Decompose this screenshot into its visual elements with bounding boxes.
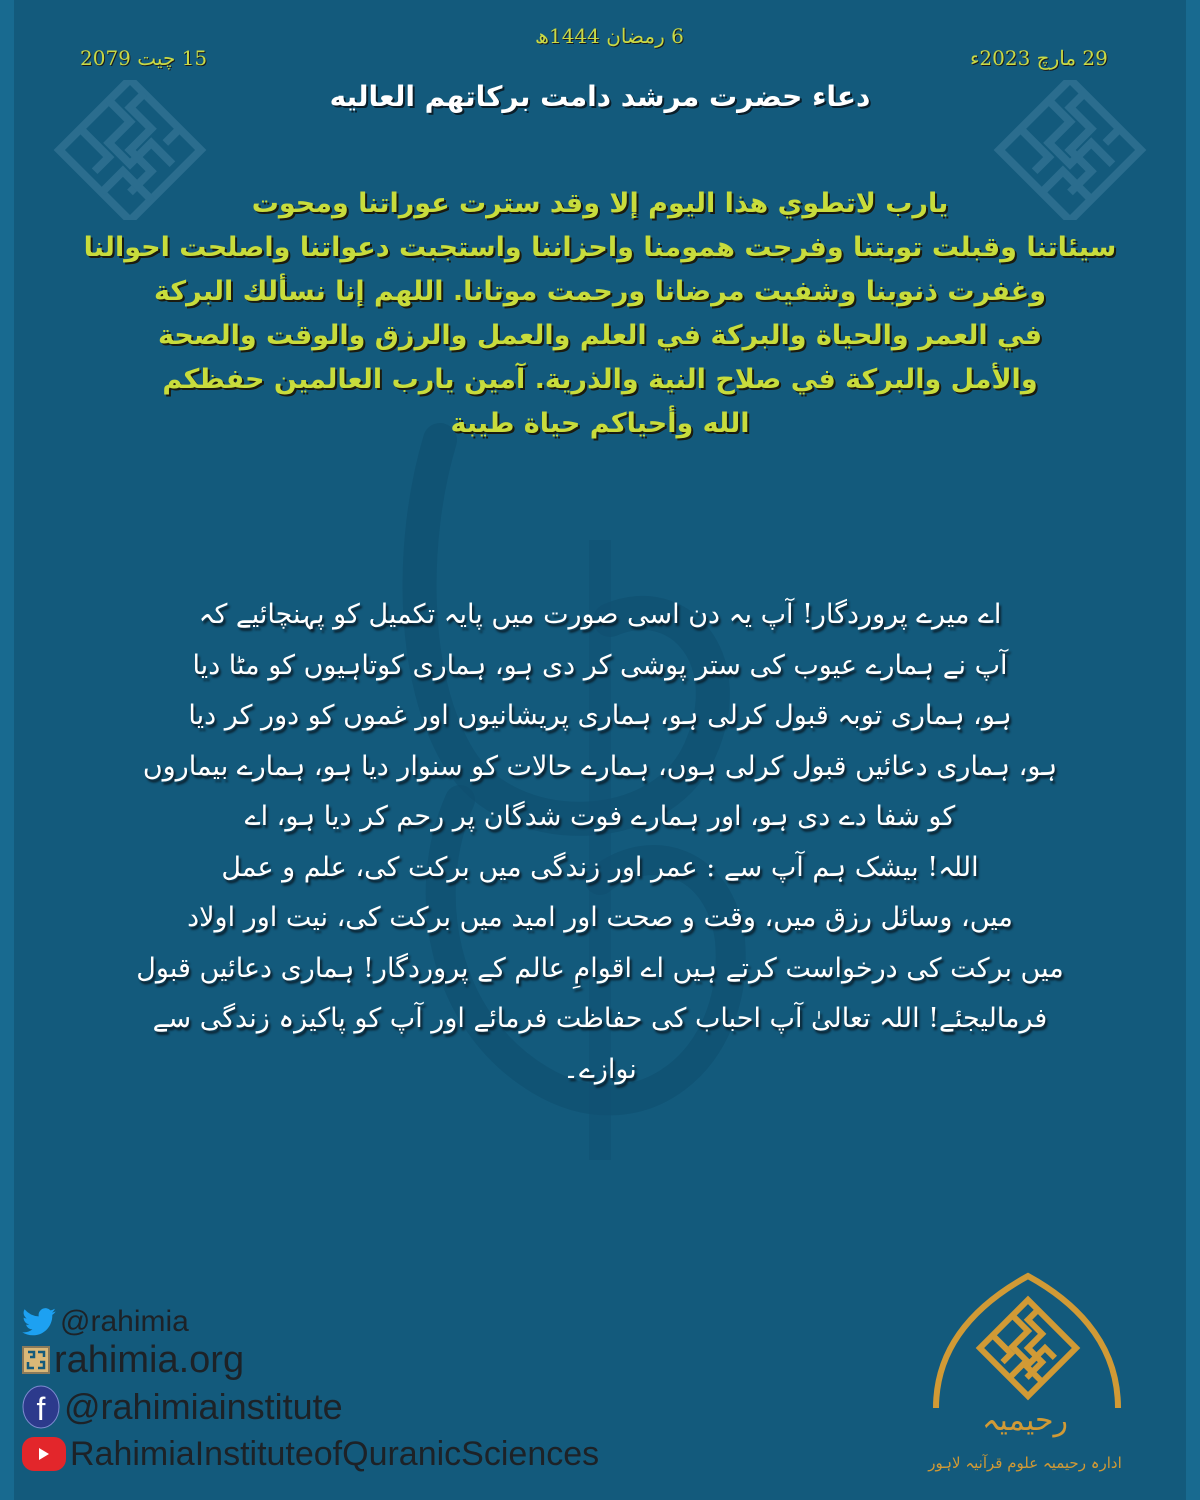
urdu-line: فرمالیجئے! اللہ تعالیٰ آپ احباب کی حفاظت فرمائے اور آپ کو پاکیزہ زندگی سے	[152, 1003, 1048, 1034]
twitter-handle: @rahimia	[60, 1305, 189, 1338]
svg-text:ادارہ رحیمیہ علوم قرآنیہ لاہور: ادارہ رحیمیہ علوم قرآنیہ لاہور	[928, 1454, 1122, 1472]
arabic-dua	[80, 182, 1120, 446]
facebook-link[interactable]	[22, 1388, 599, 1426]
website-icon	[22, 1346, 50, 1374]
bikrami-date: 15 چیت 2079	[80, 46, 208, 70]
arabic-line: وغفرت ذنوبنا وشفيت مرضانا ورحمت موتانا. اللهم إنا نسألك البركة	[154, 276, 1046, 307]
website-link[interactable]	[22, 1338, 599, 1381]
arabic-line: الله وأحياكم حياة طيبة	[450, 408, 750, 439]
youtube-channel: RahimiaInstituteofQuranicSciences	[70, 1434, 600, 1473]
arabic-line: سيئاتنا وقبلت توبتنا وفرجت همومنا واحزاننا واستجبت دعواتنا واصلحت احوالنا	[83, 232, 1117, 263]
urdu-translation	[120, 590, 1080, 1095]
svg-text:رحیمیہ: رحیمیہ	[981, 1403, 1069, 1438]
urdu-line: اللہ! بیشک ہم آپ سے : عمر اور زندگی میں برکت کی، علم و عمل	[221, 851, 979, 883]
arabic-line: في العمر والحياة والبركة في العلم والعمل والرزق والوقت والصحة	[158, 320, 1042, 351]
twitter-link[interactable]	[22, 1305, 599, 1339]
right-edge-strip	[1186, 0, 1200, 1500]
arabic-line: يارب لاتطوي هذا اليوم إلا وقد سترت عوراتنا ومحوت	[251, 188, 949, 219]
website-url: rahimia.org	[54, 1338, 245, 1381]
page-title: دعاء حضرت مرشد دامت برکاتهم العالیه	[329, 80, 871, 113]
svg-text:f: f	[36, 1391, 46, 1427]
rahimia-logo	[918, 1268, 1133, 1488]
urdu-line: ہو، ہماری دعائیں قبول کرلی ہوں، ہمارے حالات کو سنوار دیا ہو، ہمارے بیماروں	[142, 750, 1058, 782]
urdu-line: اے میرے پروردگار! آپ یہ دن اسی صورت میں پایہ تکمیل کو پہنچائیے کہ	[198, 599, 1002, 630]
social-links	[22, 1305, 599, 1482]
gregorian-date: 29 مارچ 2023ء	[970, 46, 1108, 70]
urdu-line: میں برکت کی درخواست کرتے ہیں اے اقوامِ عالم کے پروردگار! ہماری دعائیں قبول	[136, 952, 1064, 984]
facebook-handle: @rahimiainstitute	[64, 1386, 343, 1427]
urdu-line: میں، وسائل رزق میں، وقت و صحت اور امید میں برکت کی، نیت اور اولاد	[187, 902, 1013, 933]
urdu-line: نوازے۔	[563, 1053, 637, 1085]
urdu-line: ہو، ہماری توبہ قبول کرلی ہو، ہماری پریشانیوں اور غموں کو دور کر دیا	[188, 700, 1012, 731]
facebook-icon	[22, 1385, 60, 1429]
youtube-icon	[22, 1437, 66, 1471]
urdu-line: کو شفا دے دی ہو، اور ہمارے فوت شدگان پر رحم کر دیا ہو، اے	[244, 801, 956, 832]
hijri-date: 6 رمضان 1444ھ	[535, 24, 684, 48]
urdu-line: آپ نے ہمارے عیوب کی ستر پوشی کر دی ہو، ہماری کوتاہیوں کو مٹا دیا	[192, 649, 1008, 681]
twitter-icon	[22, 1308, 56, 1336]
youtube-link[interactable]	[22, 1435, 599, 1473]
left-edge-strip	[0, 0, 14, 1500]
arabic-line: والأمل والبركة في صلاح النية والذرية. آمين يارب العالمين حفظكم	[162, 364, 1038, 395]
